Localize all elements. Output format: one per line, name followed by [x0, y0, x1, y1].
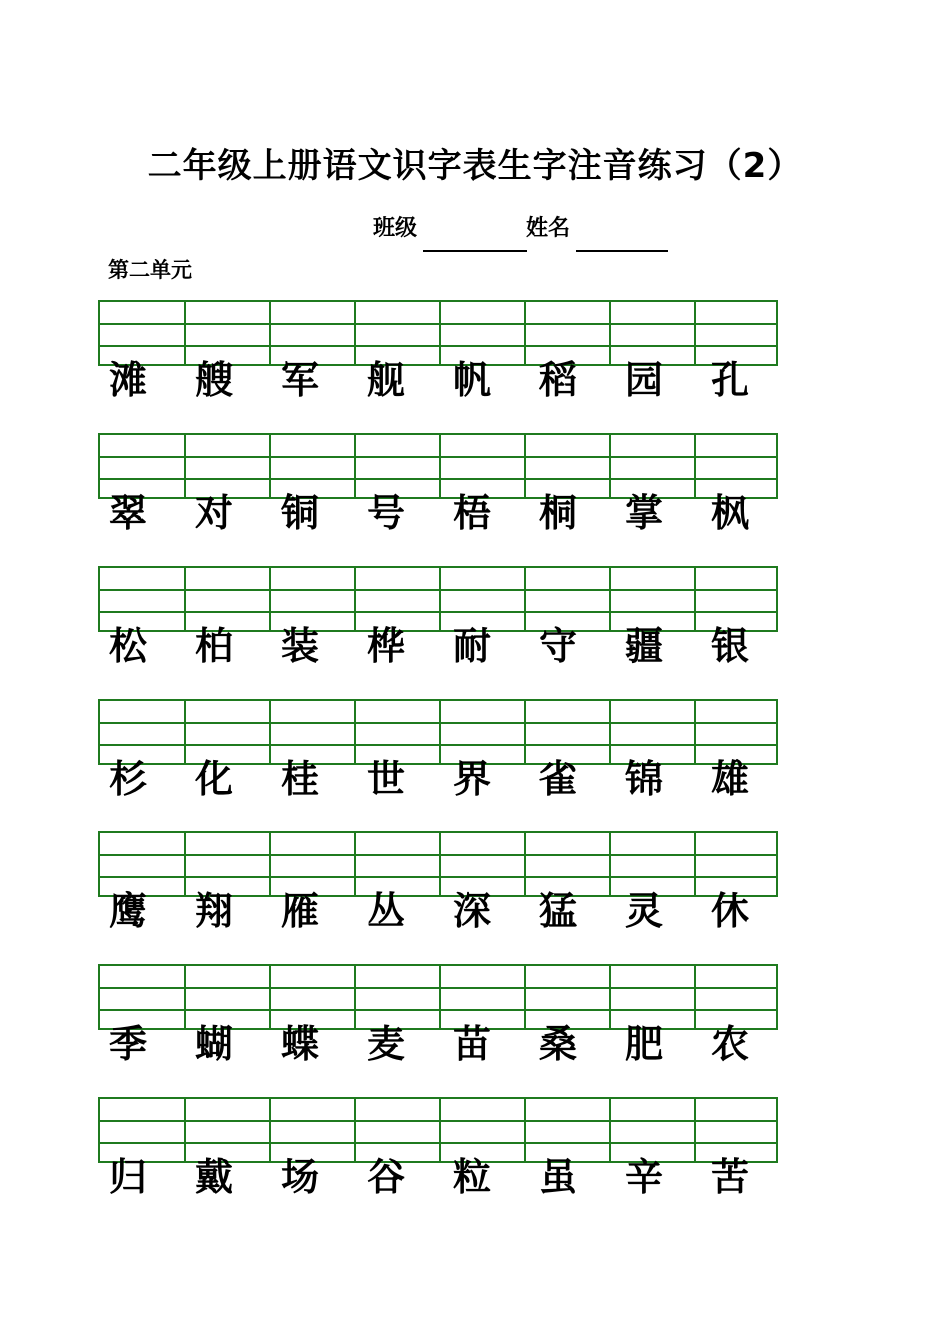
- grid-vertical-line: [694, 1099, 696, 1161]
- grid-vertical-line: [694, 701, 696, 763]
- hanzi-character: 戴: [194, 1155, 233, 1199]
- hanzi-character: 锦: [624, 757, 663, 801]
- hanzi-character: 掌: [624, 491, 663, 535]
- hanzi-character: 银: [710, 624, 749, 668]
- grid-vertical-line: [694, 435, 696, 497]
- hanzi-character: 铜: [280, 491, 319, 535]
- hanzi-character: 蝴: [194, 1022, 233, 1066]
- hanzi-character: 桂: [280, 757, 319, 801]
- grid-vertical-line: [439, 1099, 441, 1161]
- hanzi-character: 丛: [366, 889, 405, 933]
- grid-vertical-line: [439, 302, 441, 364]
- hanzi-character: 世: [366, 757, 405, 801]
- grid-vertical-line: [524, 966, 526, 1028]
- hanzi-character: 雁: [280, 889, 319, 933]
- hanzi-character: 灵: [624, 889, 663, 933]
- hanzi-character: 守: [538, 624, 577, 668]
- hanzi-character: 苦: [710, 1155, 749, 1199]
- grid-vertical-line: [609, 302, 611, 364]
- hanzi-character: 孔: [710, 358, 749, 402]
- hanzi-character: 鹰: [108, 889, 147, 933]
- grid-horizontal-line: [100, 345, 776, 347]
- hanzi-character: 枫: [710, 491, 749, 535]
- hanzi-character: 农: [710, 1022, 749, 1066]
- hanzi-character: 休: [710, 889, 749, 933]
- hanzi-character: 稻: [538, 358, 577, 402]
- hanzi-character: 梧: [452, 491, 491, 535]
- hanzi-character: 化: [194, 757, 233, 801]
- grid-vertical-line: [524, 701, 526, 763]
- hanzi-character: 雄: [710, 757, 749, 801]
- grid-vertical-line: [694, 966, 696, 1028]
- hanzi-character: 号: [366, 491, 405, 535]
- hanzi-character: 季: [108, 1022, 147, 1066]
- name-label: 姓名: [526, 216, 571, 241]
- grid-vertical-line: [609, 833, 611, 895]
- grid-horizontal-line: [100, 1009, 776, 1011]
- page-title: 二年级上册语文识字表生字注音练习（2）: [147, 146, 803, 186]
- hanzi-character: 对: [194, 491, 233, 535]
- hanzi-character: 桐: [538, 491, 577, 535]
- hanzi-character: 疆: [624, 624, 663, 668]
- hanzi-character: 深: [452, 889, 491, 933]
- grid-vertical-line: [524, 568, 526, 630]
- grid-horizontal-line: [100, 744, 776, 746]
- grid-horizontal-line: [100, 323, 776, 325]
- hanzi-character: 艘: [194, 358, 233, 402]
- grid-horizontal-line: [100, 854, 776, 856]
- hanzi-character: 松: [108, 624, 147, 668]
- hanzi-character: 桦: [366, 624, 405, 668]
- class-label: 班级: [373, 216, 418, 241]
- hanzi-character: 谷: [366, 1155, 405, 1199]
- grid-vertical-line: [609, 435, 611, 497]
- hanzi-character: 舰: [366, 358, 405, 402]
- grid-horizontal-line: [100, 722, 776, 724]
- grid-vertical-line: [524, 302, 526, 364]
- grid-vertical-line: [524, 833, 526, 895]
- grid-vertical-line: [439, 966, 441, 1028]
- hanzi-character: 装: [280, 624, 319, 668]
- grid-vertical-line: [439, 833, 441, 895]
- hanzi-character: 滩: [108, 358, 147, 402]
- grid-vertical-line: [439, 701, 441, 763]
- hanzi-character: 杉: [108, 757, 147, 801]
- hanzi-character: 猛: [538, 889, 577, 933]
- hanzi-character: 雀: [538, 757, 577, 801]
- grid-horizontal-line: [100, 1142, 776, 1144]
- unit-label: 第二单元: [108, 258, 192, 282]
- hanzi-character: 辛: [624, 1155, 663, 1199]
- grid-vertical-line: [524, 1099, 526, 1161]
- grid-vertical-line: [524, 435, 526, 497]
- hanzi-character: 肥: [624, 1022, 663, 1066]
- grid-vertical-line: [439, 568, 441, 630]
- hanzi-character: 蝶: [280, 1022, 319, 1066]
- hanzi-character: 帆: [452, 358, 491, 402]
- hanzi-character: 粒: [452, 1155, 491, 1199]
- hanzi-character: 柏: [194, 624, 233, 668]
- grid-horizontal-line: [100, 987, 776, 989]
- hanzi-character: 军: [280, 358, 319, 402]
- hanzi-character: 界: [452, 757, 491, 801]
- hanzi-character: 翔: [194, 889, 233, 933]
- hanzi-character: 麦: [366, 1022, 405, 1066]
- grid-vertical-line: [609, 701, 611, 763]
- class-blank-line[interactable]: [423, 250, 527, 252]
- grid-vertical-line: [609, 966, 611, 1028]
- grid-vertical-line: [694, 302, 696, 364]
- grid-vertical-line: [609, 568, 611, 630]
- hanzi-character: 翠: [108, 491, 147, 535]
- hanzi-character: 耐: [452, 624, 491, 668]
- hanzi-character: 虽: [538, 1155, 577, 1199]
- hanzi-character: 桑: [538, 1022, 577, 1066]
- hanzi-character: 苗: [452, 1022, 491, 1066]
- grid-vertical-line: [609, 1099, 611, 1161]
- grid-vertical-line: [694, 833, 696, 895]
- hanzi-character: 场: [280, 1155, 319, 1199]
- grid-horizontal-line: [100, 478, 776, 480]
- grid-horizontal-line: [100, 456, 776, 458]
- grid-horizontal-line: [100, 876, 776, 878]
- grid-horizontal-line: [100, 589, 776, 591]
- hanzi-character: 园: [624, 358, 663, 402]
- grid-horizontal-line: [100, 611, 776, 613]
- grid-horizontal-line: [100, 1120, 776, 1122]
- name-blank-line[interactable]: [576, 250, 668, 252]
- grid-vertical-line: [439, 435, 441, 497]
- hanzi-character: 归: [108, 1155, 147, 1199]
- grid-vertical-line: [694, 568, 696, 630]
